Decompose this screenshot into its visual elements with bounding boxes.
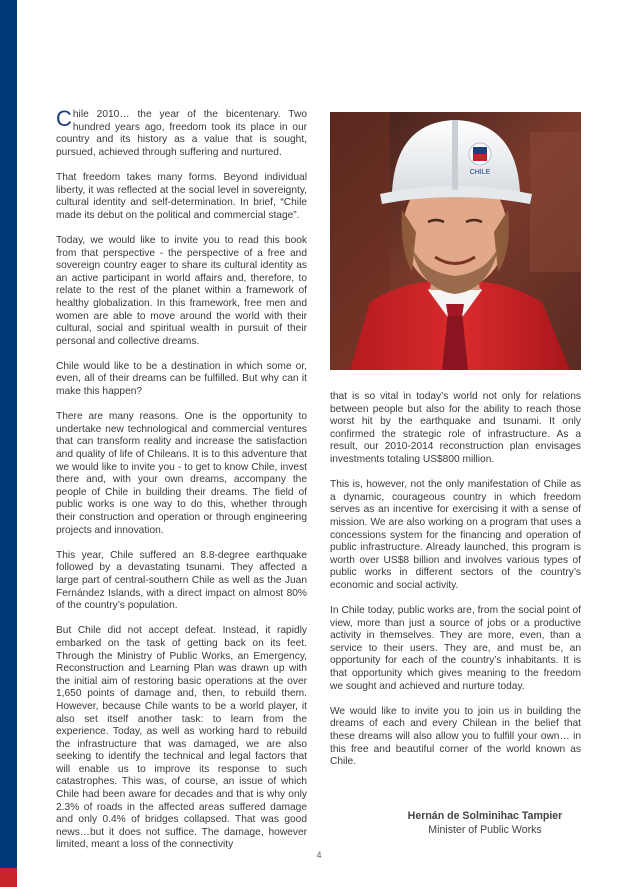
signature-block <box>385 809 585 837</box>
left-margin-bar <box>0 0 17 887</box>
portrait-photo <box>330 112 581 370</box>
paragraph: that is so vital in today’s world not only for relations between people but also for the ability to reach those worst hit by the earthquake and tsunami. It only confirmed the strategic role of infrastructure. As a result, our 2010-2014 reconstruction plan envisages investments totaling US$800 million. <box>330 391 581 465</box>
left-text-column <box>56 106 307 865</box>
paragraph: We would like to invite you to join us in building the dreams of each and every Chilean in the belief that these dreams will also allow you to fulfill your own… in this free and beautiful corner of the world known as Chile. <box>330 705 581 768</box>
dropcap: C <box>56 106 72 131</box>
paragraph: Chile would like to be a destination in which some or, even, all of their dreams can be fulfilled. But why can it make this happen? <box>56 360 307 398</box>
portrait-illustration <box>330 112 581 370</box>
paragraph: Chile 2010… the year of the bicentenary. Two hundred years ago, freedom took its place in our country and its history as a value that is sought, pursued, achieved through suffering and nurtured. <box>56 106 307 158</box>
signatory-name: Hernán de Solminihac Tampier <box>407 810 563 822</box>
paragraph: That freedom takes many forms. Beyond individual liberty, it was reflected at the social level in sovereignty, cultural identity and self-determination. In brief, “Chile made its debut on the political and commercial stage”. <box>56 171 307 221</box>
svg-text:CHILE: CHILE <box>469 169 491 176</box>
right-text-column <box>330 391 581 781</box>
paragraph: This is, however, not the only manifestation of Chile as a dynamic, courageous country in which freedom serves as an incentive for exercising it with a sense of mission. We are also working on a program that uses a concessions system for the financing and operation of public infrastructure. Already launched, this program is worth over US$8 billion and involves various types of public works in different sectors of the country’s economic and social activity. <box>330 479 581 591</box>
page-number: 4 <box>316 850 322 860</box>
paragraph: There are many reasons. One is the opportunity to undertake new technological and commercial ventures that can transform reality and increase the satisfaction and quality of life of Chileans. It is to this adventure that we would like to invite you - to get to know Chile, invest there and, with your own dreams, accompany the people of Chile in building their dreams. The field of public works is one way to do this, whether through their construction and operation or through engineering projects and innovation. <box>56 411 307 536</box>
signatory-title: Minister of Public Works <box>428 824 542 836</box>
bottom-accent-bar <box>0 868 17 887</box>
paragraph: But Chile did not accept defeat. Instead, it rapidly embarked on the task of getting back on its feet. Through the Ministry of Public Works, an Emergency, Reconstruction and Learning Plan was drawn up with the initial aim of restoring basic operations at the over 1,650 points of damage and, then, to rebuild them. However, because Chile wants to be a world player, it also set itself another task: to learn from the experience. Today, as well as working hard to rebuild the infrastructure that was damaged, we are also seeking to identify the technical and legal factors that will enable us to improve its response to such catastrophes. This was, of course, an issue of which Chile had been aware for decades and that is why only 2.3% of roads in the affected areas suffered damage and only 0.4% of bridges collapsed. That was good news…but it does not suffice. The damage, however limited, meant a loss of the connectivity <box>56 625 307 851</box>
paragraph: Today, we would like to invite you to read this book from that perspective - the perspective of a free and sovereign country eager to share its cultural identity as an active participant in world affairs and, therefore, to relate to the rest of the planet within a framework of healthy globalization. In this framework, free men and women are able to move around the world with their cultural, social and spiritual wealth in pursuit of their personal and collective dreams. <box>56 234 307 347</box>
paragraph: In Chile today, public works are, from the social point of view, more than just a source of jobs or a productive activity in themselves. They are more, even, than a service to their users. They are, and must be, an opportunity for each of the country’s inhabitants. It is that opportunity which gives meaning to the freedom we sought and achieved and nurture today. <box>330 605 581 692</box>
paragraph: This year, Chile suffered an 8.8-degree earthquake followed by a devastating tsunami. They affected a large part of central-southern Chile as well as the Juan Fernández Islands, with a direct impact on almost 80% of the country’s population. <box>56 549 307 612</box>
